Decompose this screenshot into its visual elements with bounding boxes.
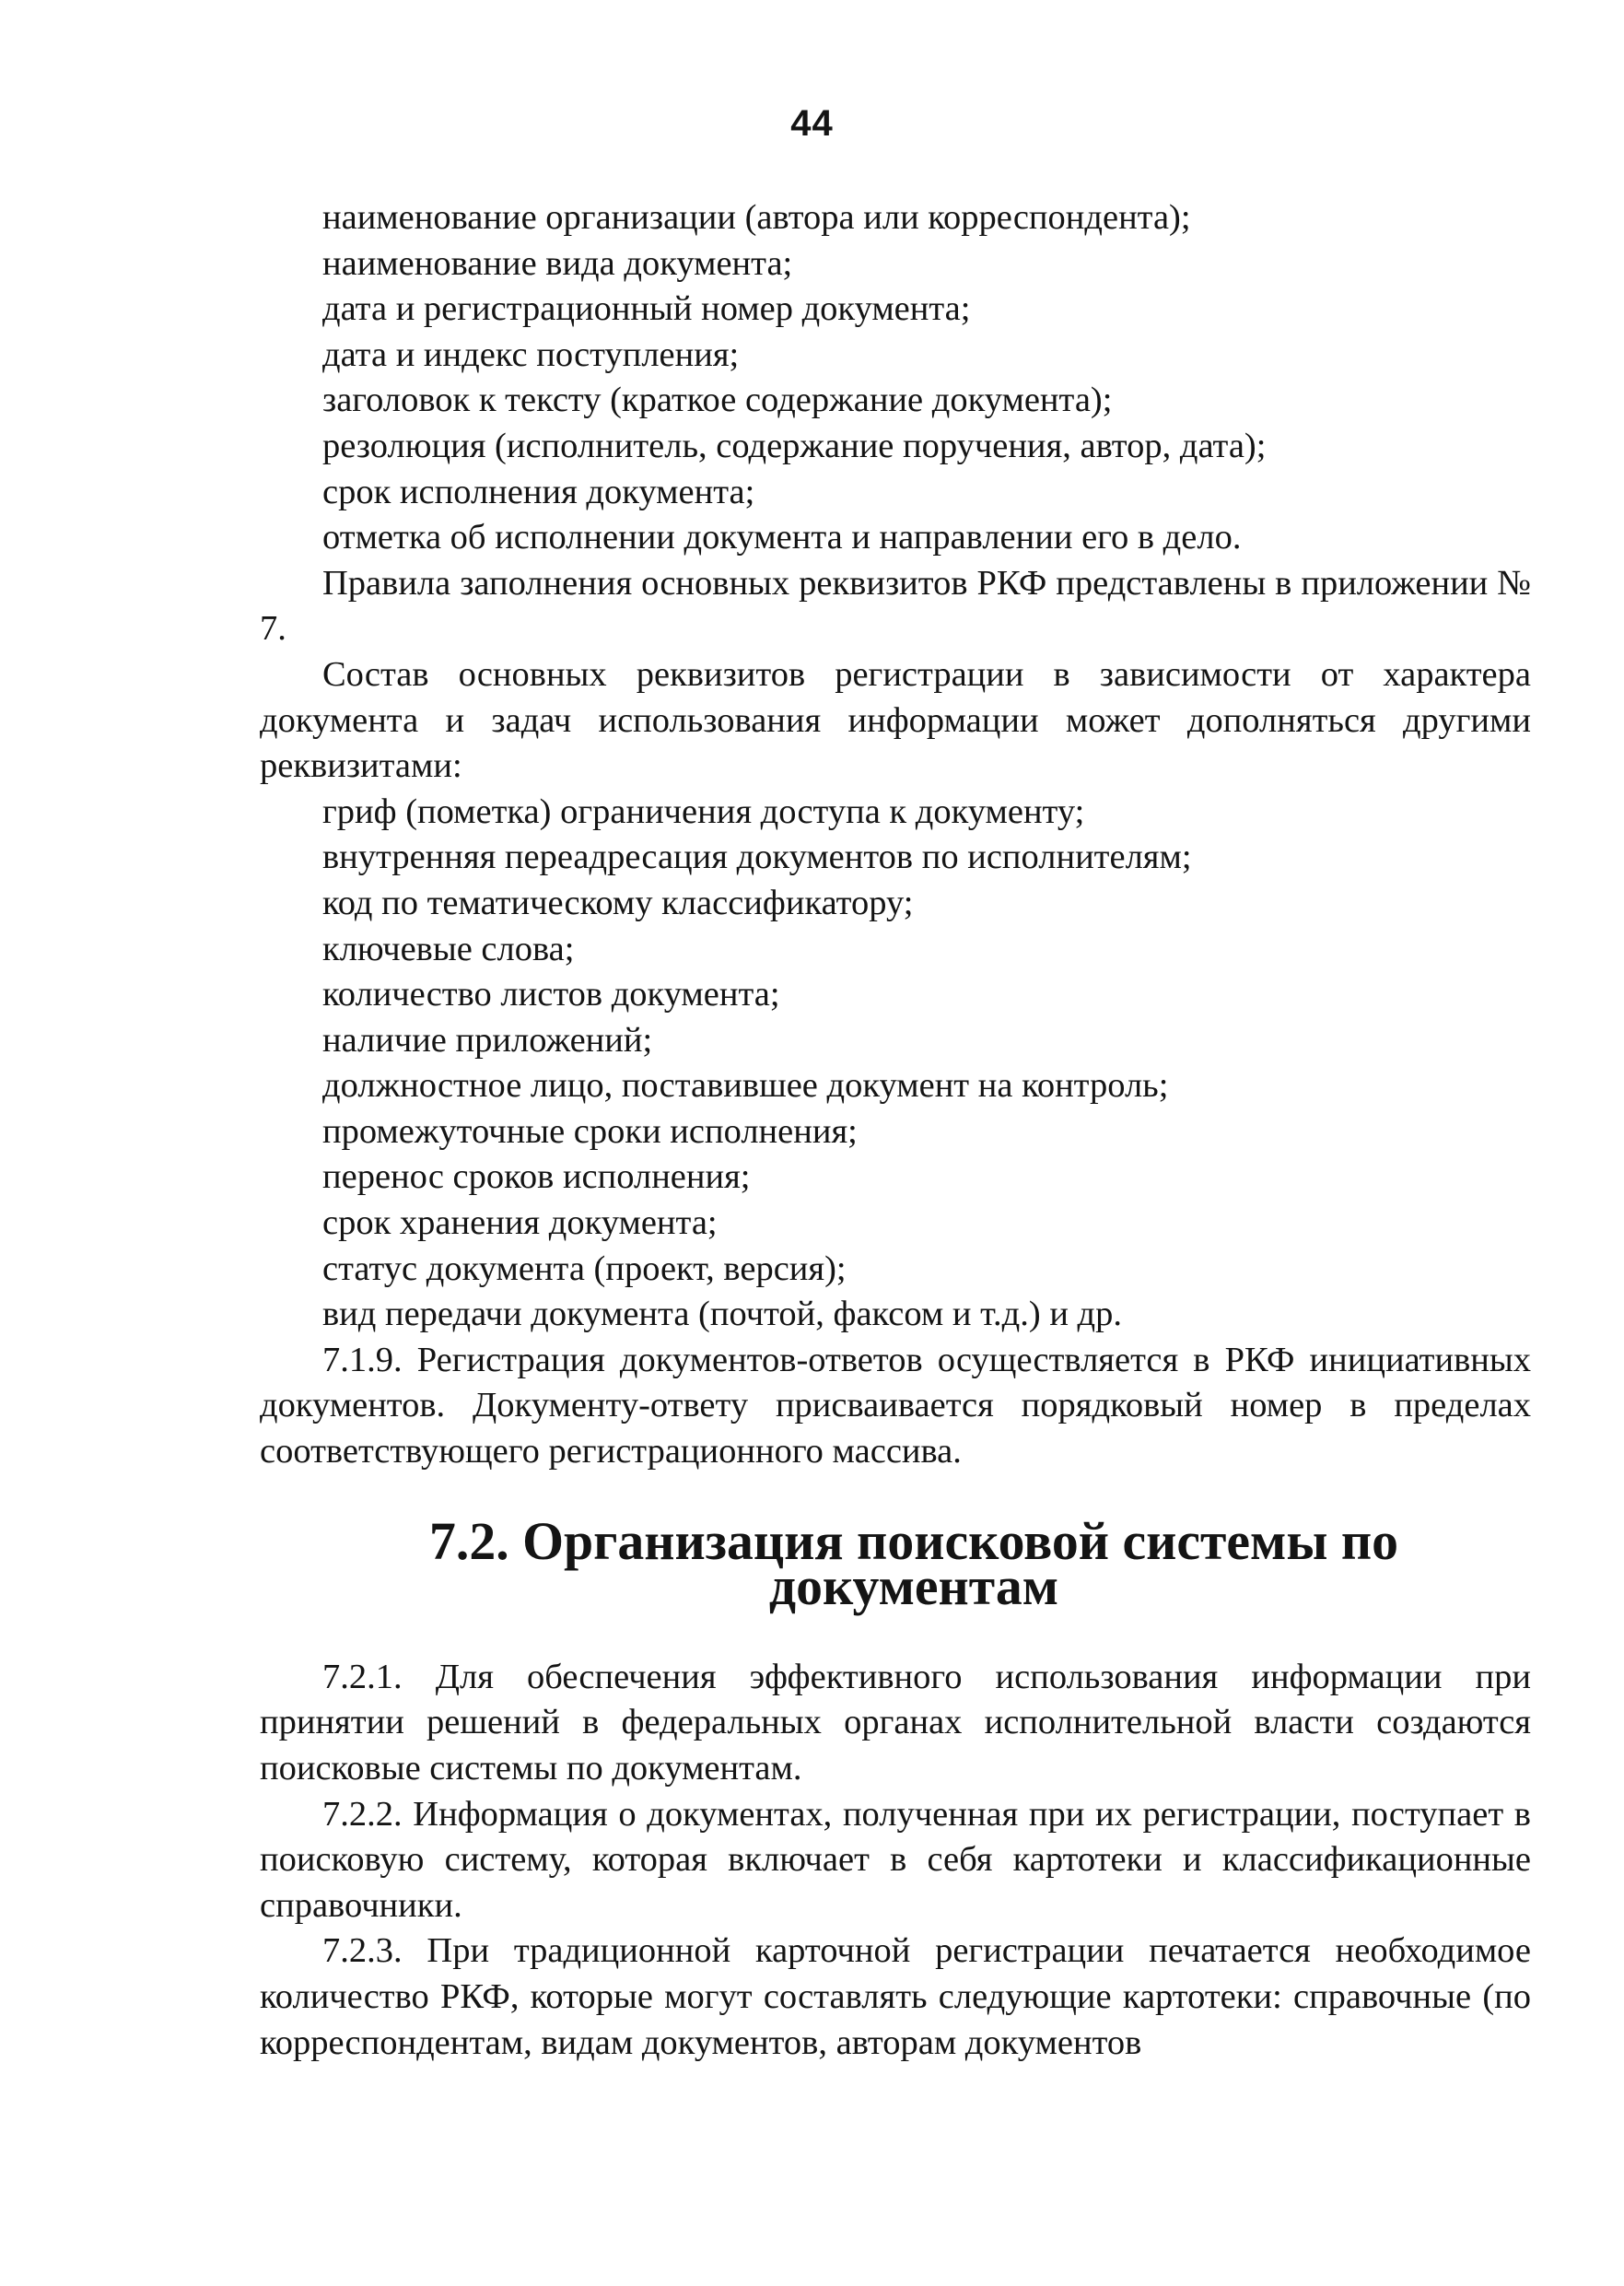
list-item: наименование организации (автора или корреспондента);: [322, 198, 1191, 237]
paragraph-7-1-9: 7.1.9. Регистрация документов-ответов осуществляется в РКФ инициативных документов. Документу-ответу присваивается порядковый номер в пределах соответствующего регистрационного массива.: [260, 1340, 1531, 1471]
paragraph-7-2-3: 7.2.3. При традиционной карточной регистрации печатается необходимое количество РКФ, которые могут составлять следующие картотеки: справочные (по корреспондентам, видам документов, авторам документов: [260, 1931, 1531, 2062]
paragraph-composition: Состав основных реквизитов регистрации в зависимости от характера документа и задач использования информации может дополняться другими реквизитами:: [260, 654, 1531, 786]
list-item: дата и регистрационный номер документа;: [322, 289, 971, 329]
list-item: внутренняя переадресация документов по исполнителям;: [322, 838, 1192, 877]
paragraph-7-2-2: 7.2.2. Информация о документах, полученная при их регистрации, поступает в поисковую систему, которая включает в себя картотеки и классификационные справочники.: [260, 1794, 1531, 1925]
section-heading: 7.2. Организация поисковой системы по документам: [429, 1512, 1398, 1617]
requisites-list: [260, 195, 1531, 561]
list-item: срок хранения документа;: [322, 1203, 718, 1243]
page-number: 44: [790, 103, 834, 144]
list-item: статус документа (проект, версия);: [322, 1249, 847, 1288]
list-item: срок исполнения документа;: [322, 472, 755, 511]
list-item: гриф (пометка) ограничения доступа к документу;: [322, 791, 1085, 831]
list-item: вид передачи документа (почтой, факсом и т.д.) и др.: [322, 1295, 1123, 1334]
list-item: количество листов документа;: [322, 975, 780, 1014]
list-item: резолюция (исполнитель, содержание поручения, автор, дата);: [322, 426, 1267, 465]
list-item: заголовок к тексту (краткое содержание документа);: [322, 381, 1113, 420]
list-item: перенос сроков исполнения;: [322, 1157, 751, 1197]
list-item: должностное лицо, поставившее документ на контроль;: [322, 1066, 1169, 1106]
paragraph-7-2-1: 7.2.1. Для обеспечения эффективного использования информации при принятии решений в федеральных органах исполнительной власти создаются поисковые системы по документам.: [260, 1657, 1531, 1788]
page-content: [260, 195, 1531, 2066]
list-item: дата и индекс поступления;: [322, 334, 740, 374]
list-item: промежуточные сроки исполнения;: [322, 1111, 858, 1151]
paragraph-rules: Правила заполнения основных реквизитов РКФ представлены в приложении № 7.: [260, 563, 1531, 649]
list-item: наличие приложений;: [322, 1020, 653, 1060]
list-item: код по тематическому классификатору;: [322, 883, 914, 922]
list-item: отметка об исполнении документа и направлении его в дело.: [322, 518, 1242, 557]
list-item: ключевые слова;: [322, 929, 575, 968]
additional-requisites-list: [260, 790, 1531, 1338]
list-item: наименование вида документа;: [322, 243, 793, 283]
